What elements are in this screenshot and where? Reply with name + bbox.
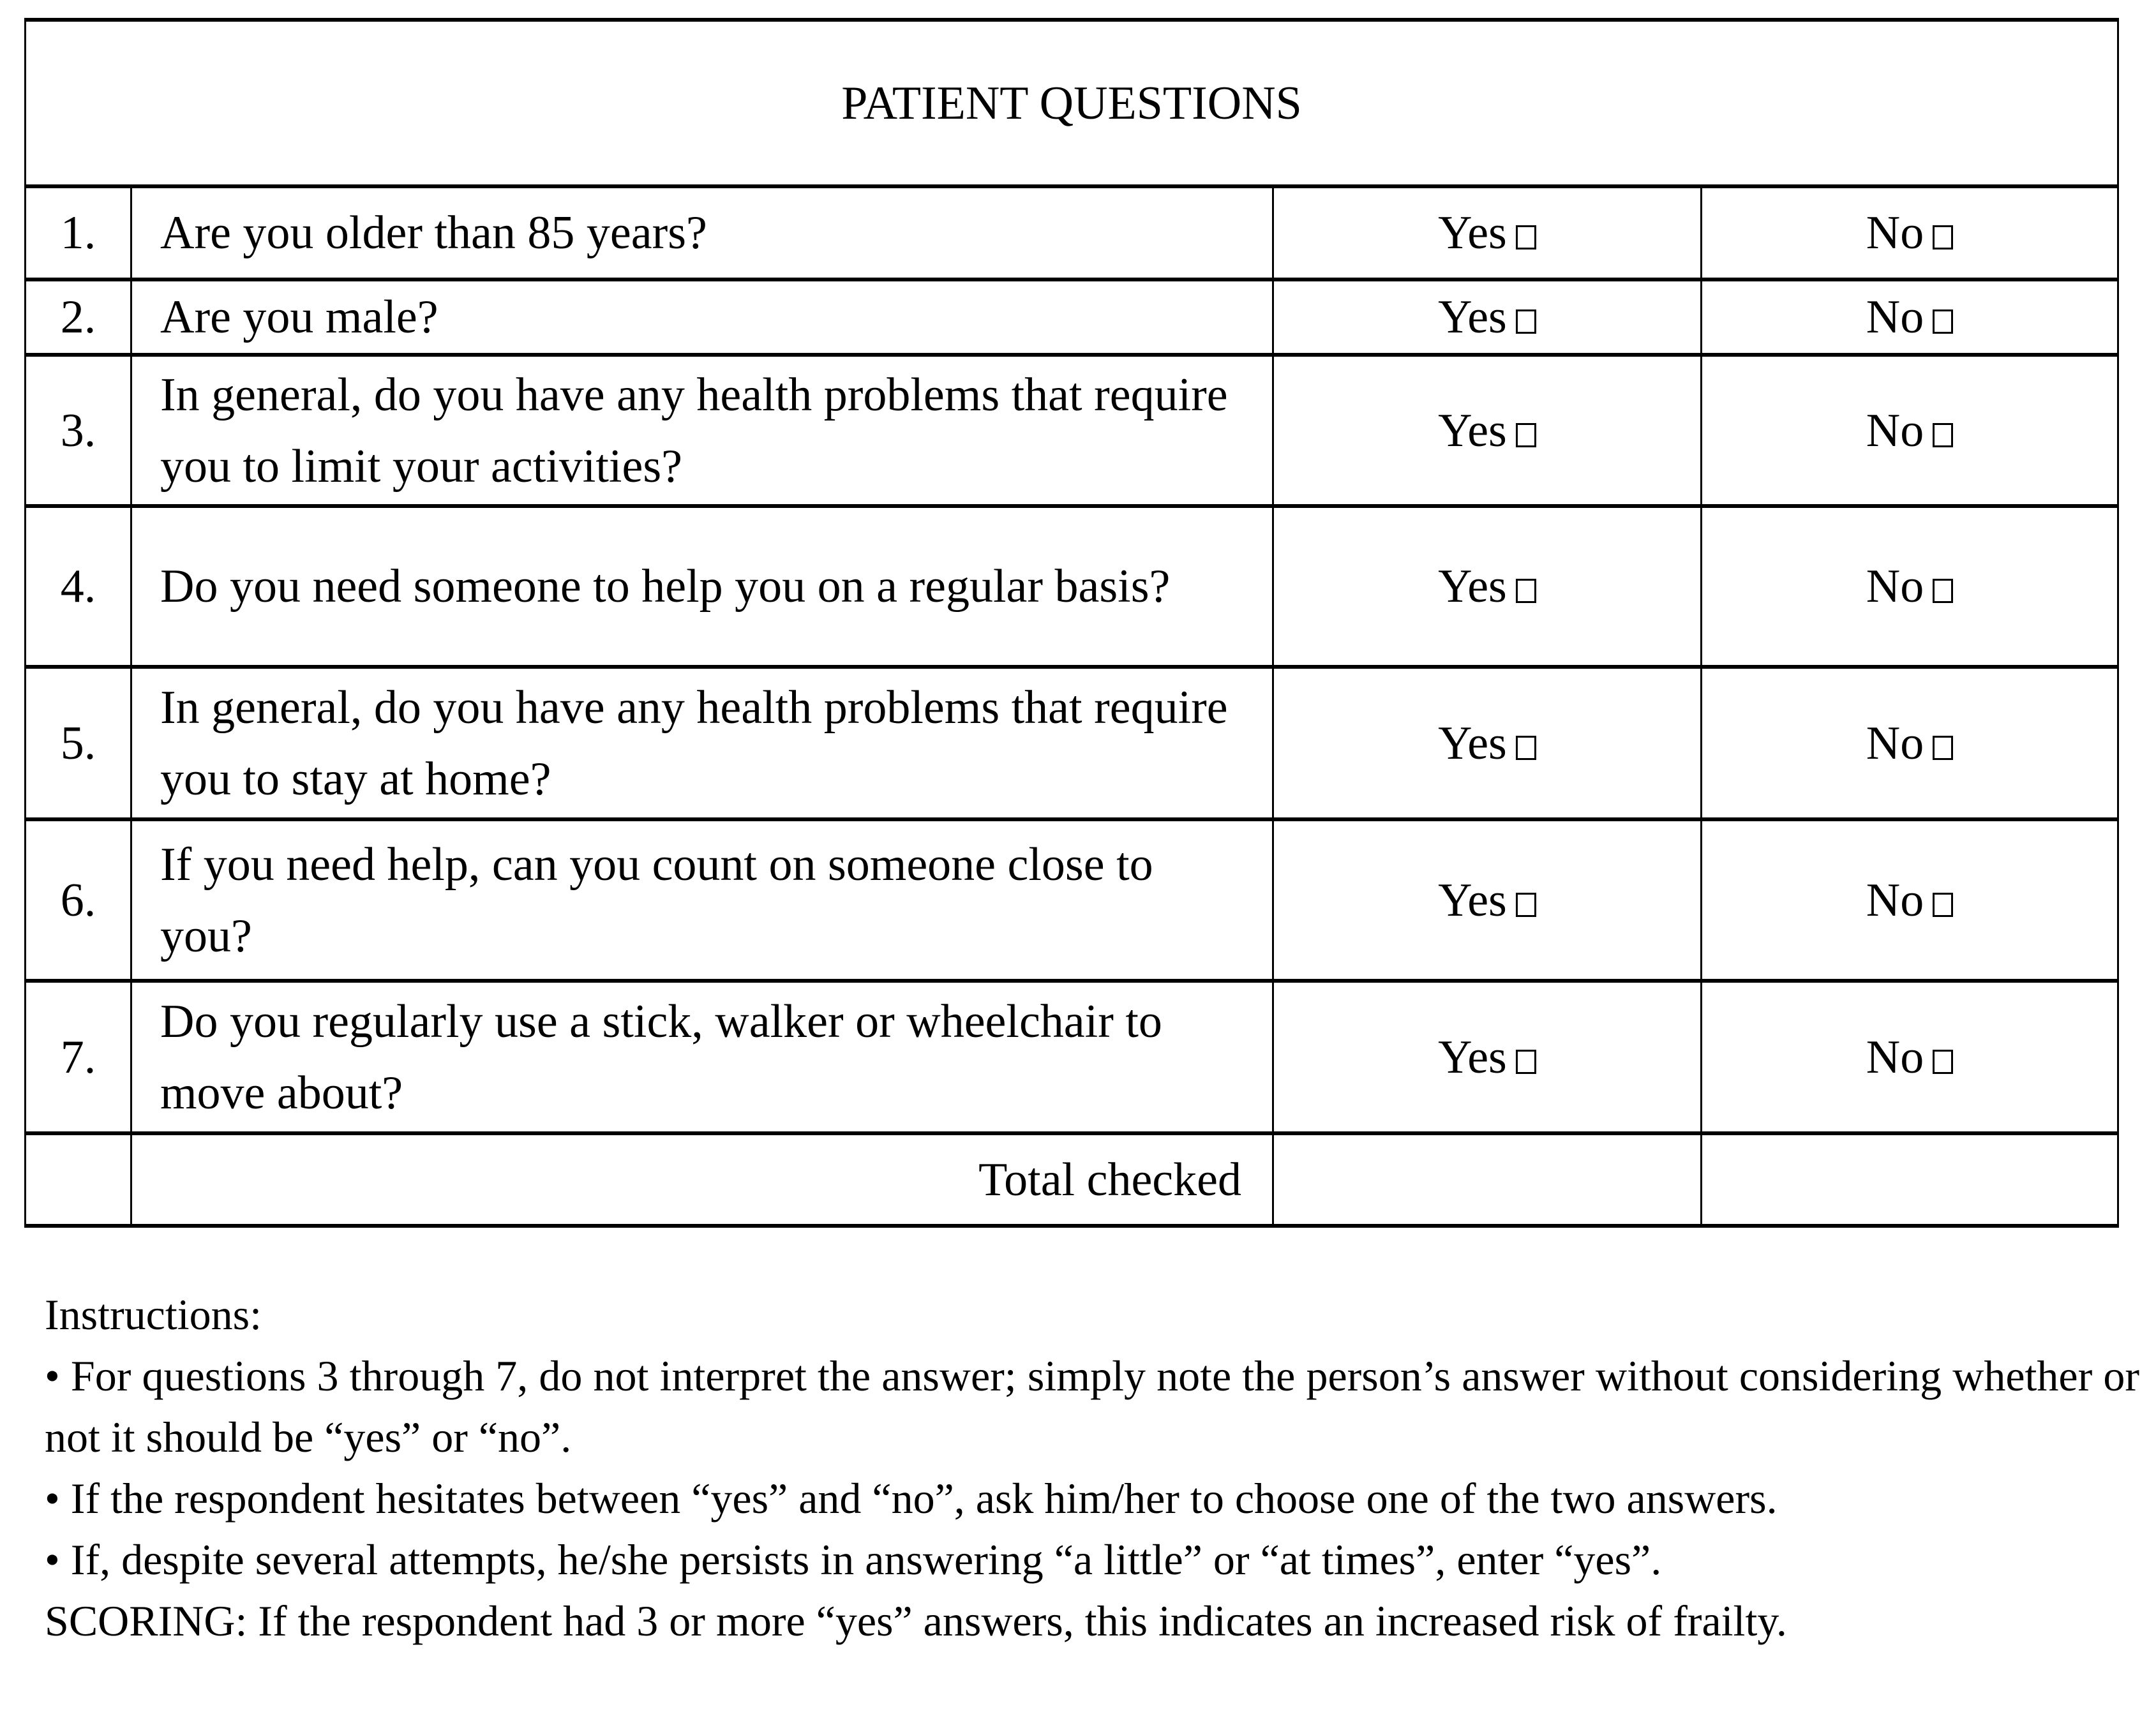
no-option[interactable] [1702,667,2118,819]
question-text: If you need help, can you count on someone close to you? [131,819,1273,981]
yes-option[interactable] [1273,279,1702,355]
total-no-field[interactable] [1702,1133,2118,1226]
question-row-6 [26,819,2118,981]
question-number: 3. [26,355,131,506]
question-number: 5. [26,667,131,819]
question-text: In general, do you have any health problems that require you to limit your activities? [131,355,1273,506]
yes-checkbox-icon[interactable] [1516,423,1536,447]
table-title: PATIENT QUESTIONS [26,20,2118,186]
question-row-3 [26,355,2118,506]
question-row-1 [26,186,2118,279]
no-checkbox-icon[interactable] [1933,309,1953,334]
instructions-heading: Instructions: [45,1290,262,1339]
no-checkbox-icon[interactable] [1933,579,1953,603]
question-number: 6. [26,819,131,981]
question-text: In general, do you have any health problems that require you to stay at home? [131,667,1273,819]
no-checkbox-icon[interactable] [1933,423,1953,447]
yes-checkbox-icon[interactable] [1516,1050,1536,1074]
yes-label: Yes [1438,1031,1507,1084]
no-label: No [1866,207,1924,259]
question-text: Are you male? [131,279,1273,355]
instructions-block [45,1284,2139,1651]
yes-checkbox-icon[interactable] [1516,309,1536,334]
question-text: Do you regularly use a stick, walker or wheelchair to move about? [131,981,1273,1133]
scoring-note: SCORING: If the respondent had 3 or more “yes” answers, this indicates an increased risk of frailty. [45,1597,1787,1645]
no-checkbox-icon[interactable] [1933,736,1953,760]
question-number: 1. [26,186,131,279]
yes-checkbox-icon[interactable] [1516,736,1536,760]
question-row-2 [26,279,2118,355]
question-text: Do you need someone to help you on a regular basis? [131,506,1273,667]
instruction-bullet-3: • If, despite several attempts, he/she persists in answering “a little” or “at times”, enter “yes”. [45,1535,1662,1584]
no-checkbox-icon[interactable] [1933,225,1953,250]
instruction-bullet-1: • For questions 3 through 7, do not interpret the answer; simply note the person’s answer without considering whether or not it should be “yes” or “no”. [45,1352,2139,1461]
no-label: No [1866,291,1924,343]
no-option[interactable] [1702,506,2118,667]
no-label: No [1866,717,1924,770]
yes-option[interactable] [1273,667,1702,819]
no-option[interactable] [1702,981,2118,1133]
no-label: No [1866,404,1924,457]
question-row-7 [26,981,2118,1133]
yes-checkbox-icon[interactable] [1516,579,1536,603]
yes-label: Yes [1438,560,1507,613]
yes-label: Yes [1438,207,1507,259]
no-option[interactable] [1702,186,2118,279]
yes-label: Yes [1438,404,1507,457]
question-row-4 [26,506,2118,667]
total-checked-label: Total checked [131,1133,1273,1226]
yes-option[interactable] [1273,355,1702,506]
no-option[interactable] [1702,279,2118,355]
no-label: No [1866,560,1924,613]
total-number-cell [26,1133,131,1226]
yes-label: Yes [1438,717,1507,770]
no-option[interactable] [1702,355,2118,506]
question-number: 7. [26,981,131,1133]
total-yes-field[interactable] [1273,1133,1702,1226]
question-text: Are you older than 85 years? [131,186,1273,279]
no-checkbox-icon[interactable] [1933,1050,1953,1074]
question-row-5 [26,667,2118,819]
no-checkbox-icon[interactable] [1933,893,1953,917]
instruction-bullet-2: • If the respondent hesitates between “yes” and “no”, ask him/her to choose one of the two answers. [45,1474,1778,1523]
yes-label: Yes [1438,874,1507,927]
question-number: 4. [26,506,131,667]
yes-option[interactable] [1273,981,1702,1133]
yes-option[interactable] [1273,186,1702,279]
no-label: No [1866,874,1924,927]
yes-option[interactable] [1273,506,1702,667]
yes-checkbox-icon[interactable] [1516,225,1536,250]
total-row [26,1133,2118,1226]
question-number: 2. [26,279,131,355]
yes-option[interactable] [1273,819,1702,981]
yes-label: Yes [1438,291,1507,343]
no-label: No [1866,1031,1924,1084]
patient-questions-table [24,18,2119,1228]
yes-checkbox-icon[interactable] [1516,893,1536,917]
no-option[interactable] [1702,819,2118,981]
